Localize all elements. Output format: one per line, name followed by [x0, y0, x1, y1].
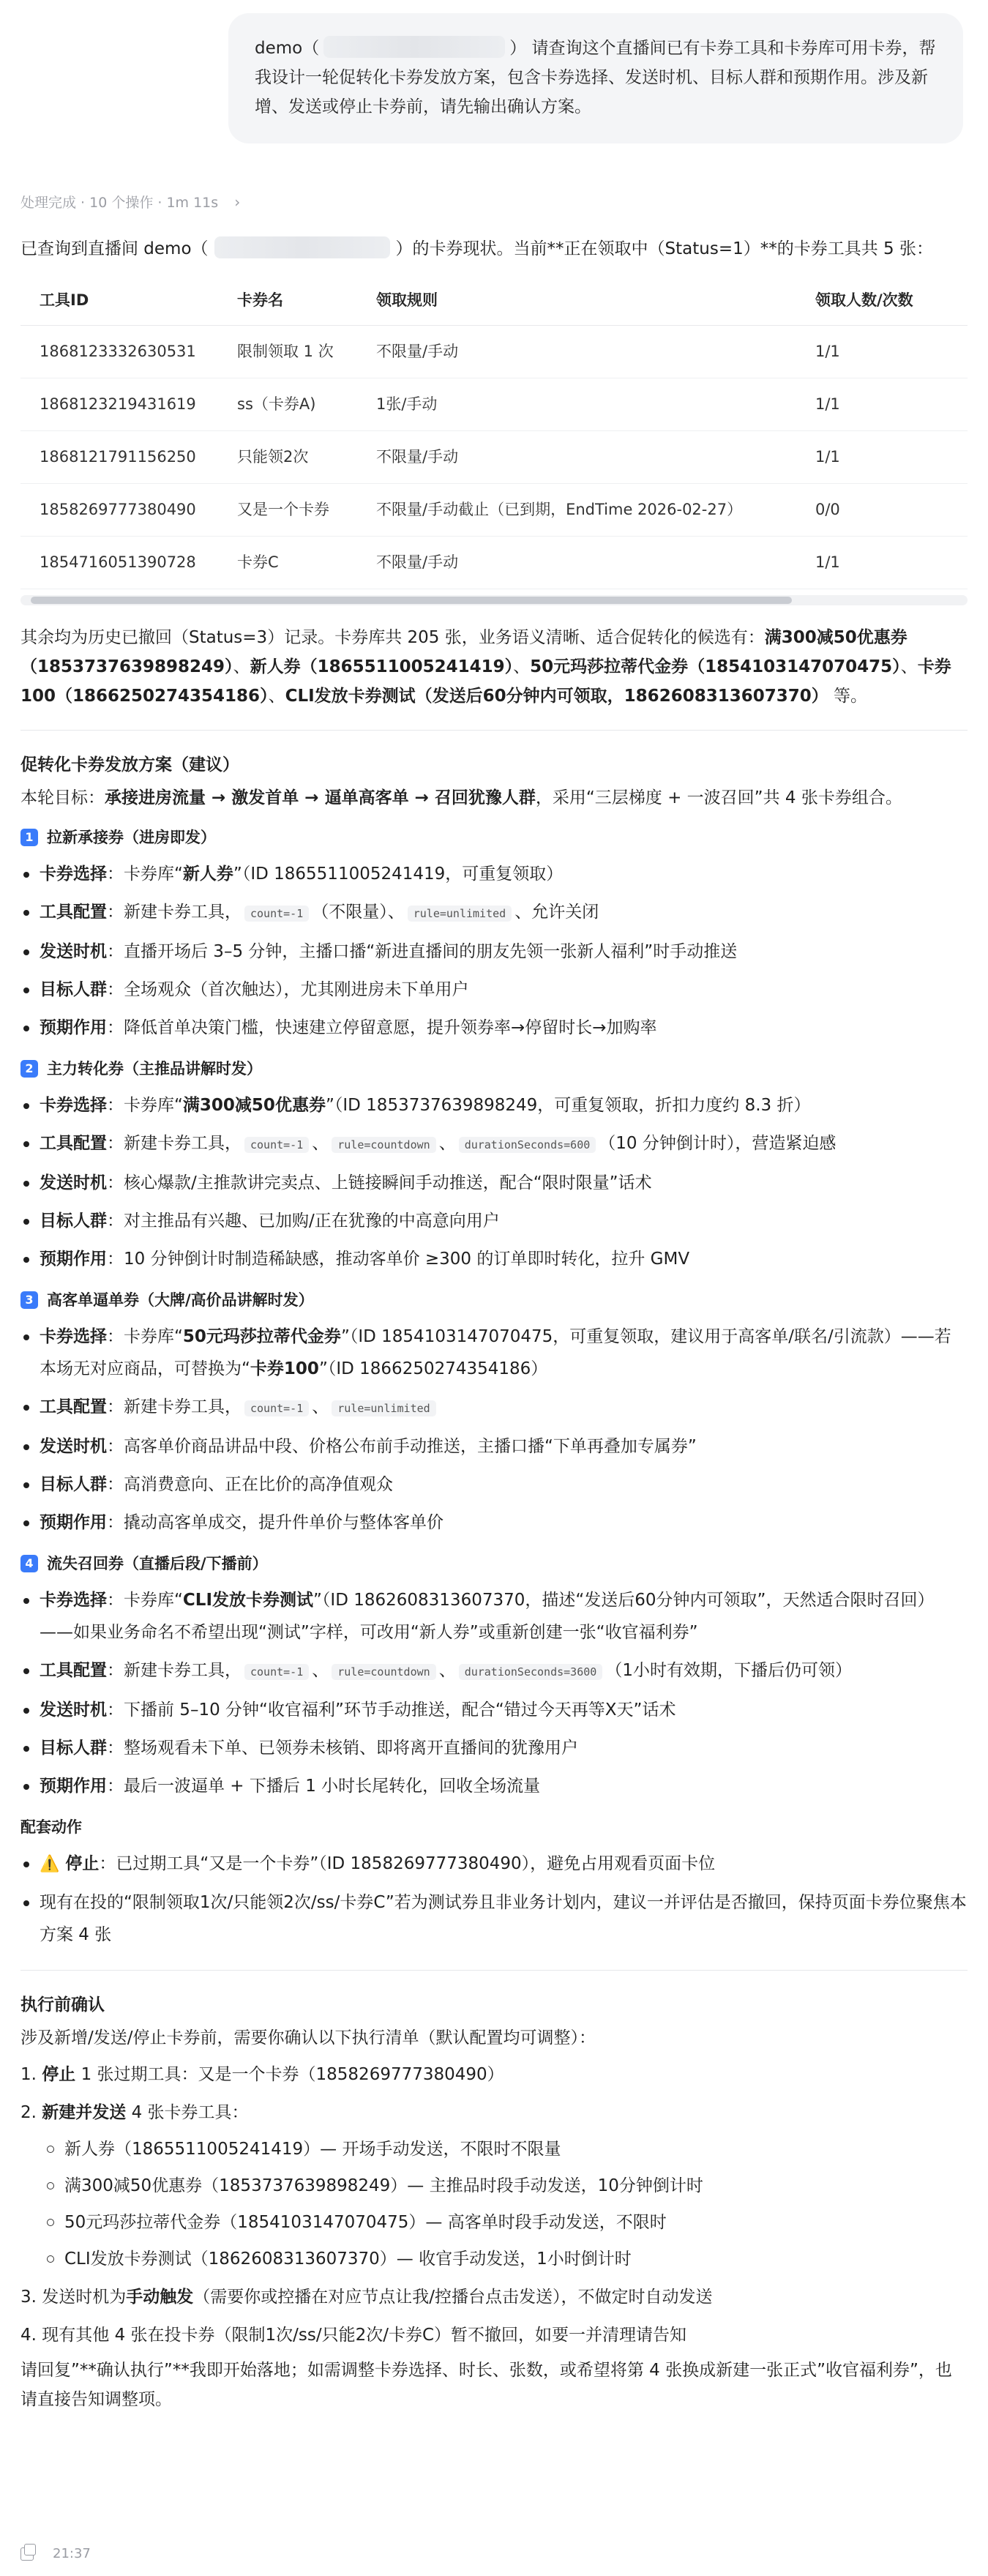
copy-icon[interactable] — [20, 2547, 34, 2561]
closing-text: 请回复”**确认执行”**我即开始落地；如需调整卡券选择、时长、张数，或希望将第 4 张换成新建一张正式”收官福利券”，也请直接告知调整项。 — [20, 2360, 952, 2409]
list-item: 目标人群：全场观众（首次触达），尤其刚进房未下单用户 — [20, 974, 968, 1006]
support-list — [20, 1848, 968, 1951]
process-status-text: 处理完成 · 10 个操作 · 1m 11s — [20, 195, 219, 211]
confirm-steps — [20, 2058, 968, 2351]
cell-tool-id: 1868121791156250 — [20, 430, 218, 483]
user-message-text: ） 请查询这个直播间已有卡券工具和卡券库可用卡券，帮我设计一轮促转化卡券发放方案，包含卡券选择、发送时机、目标人群和预期作用。涉及新增、发送或停止卡券前，请先输出确认方案。 — [255, 39, 936, 116]
list-item: 预期作用：撬动高客单成交，提升件单价与整体客单价 — [20, 1507, 968, 1539]
user-message-bubble — [228, 13, 963, 143]
code-snippet: durationSeconds=600 — [459, 1137, 596, 1153]
cell-coupon-name: 又是一个卡券 — [218, 483, 357, 536]
number-4-icon: 4 — [20, 1555, 38, 1572]
user-message-prefix: demo（ — [255, 39, 320, 58]
redacted-room-id — [323, 36, 505, 58]
plan-goal: 本轮目标：承接进房流量 → 激发首单 → 逼单高客单 → 召回犹豫人群，采用“三层梯度 + 一波召回”共 4 张卡券组合。 — [20, 788, 902, 807]
code-snippet: rule=countdown — [332, 1664, 435, 1680]
list-item: 预期作用：降低首单决策门槛，快速建立停留意愿，提升领券率→停留时长→加购率 — [20, 1012, 968, 1044]
list-item: 卡券选择：卡券库“CLI发放卡券测试”（ID 1862608313607370，描述“发送后60分钟内可领取”，天然适合限时召回）——如果业务命名不希望出现“测试”字样，可改用“新人券”或重新创建一张“收官福利券” — [20, 1584, 968, 1649]
list-item: 目标人群：对主推品有兴趣、已加购/正在犹豫的中高意向用户 — [20, 1205, 968, 1237]
cell-coupon-name: 卡券C — [218, 536, 357, 589]
process-status-toggle[interactable] — [20, 192, 240, 212]
cell-rule: 不限量/手动 — [357, 536, 796, 589]
table-row — [20, 430, 968, 483]
cell-rule: 不限量/手动 — [357, 430, 796, 483]
list-item: 卡券选择：卡券库“新人券”（ID 1865511005241419，可重复领取） — [20, 858, 968, 890]
cell-tool-id: 1858269777380490 — [20, 483, 218, 536]
cell-coupon-name: 限制领取 1 次 — [218, 325, 357, 378]
cell-rule: 1张/手动 — [357, 378, 796, 430]
plan-section-title: 1 拉新承接券（进房即发） — [20, 823, 968, 852]
plan-section-title: 4 流失召回券（直播后段/下播前） — [20, 1549, 968, 1578]
cell-tool-id: 1868123219431619 — [20, 378, 218, 430]
code-snippet: count=-1 — [244, 1400, 309, 1416]
table-row — [20, 378, 968, 430]
table-row — [20, 325, 968, 378]
cell-tool-id: 1854716051390728 — [20, 536, 218, 589]
list-item: 卡券选择：卡券库“满300减50优惠券”（ID 1853737639898249，可重复领取，折扣力度约 8.3 折） — [20, 1089, 968, 1121]
plan-section-list — [20, 858, 968, 1044]
list-item: 发送时机：直播开场后 3–5 分钟，主播口播“新进直播间的朋友先领一张新人福利”时手动推送 — [20, 936, 968, 968]
list-item: 4. 现有其他 4 张在投卡券（限制1次/ss/只能2次/卡券C）暂不撤回，如要一并清理请告知 — [20, 2325, 687, 2345]
plan-section-title: 2 主力转化券（主推品讲解时发） — [20, 1054, 968, 1083]
cell-tool-id: 1868123332630531 — [20, 325, 218, 378]
cell-rule: 不限量/手动截止（已到期，EndTime 2026-02-27） — [357, 483, 796, 536]
plan-title: 促转化卡券发放方案（建议） — [20, 755, 239, 774]
table-row — [20, 483, 968, 536]
table-header-row — [20, 275, 968, 325]
list-item: CLI发放卡券测试（1862608313607370）— 收官手动发送，1小时倒计时 — [45, 2243, 968, 2275]
code-snippet: count=-1 — [244, 1137, 309, 1153]
message-footer — [20, 2546, 91, 2561]
chevron-right-icon: › — [234, 193, 241, 211]
col-header: 领取规则 — [357, 275, 796, 325]
col-header: 工具ID — [20, 275, 218, 325]
cell-rule: 不限量/手动 — [357, 325, 796, 378]
list-item: 发送时机：核心爆款/主推款讲完卖点、上链接瞬间手动推送，配合“限时限量”话术 — [20, 1167, 968, 1199]
list-item: 工具配置：新建卡券工具， count=-1 （不限量）、 rule=unlimited 、允许关闭 — [20, 896, 968, 930]
list-item: 发送时机：下播前 5–10 分钟“收官福利”环节手动推送，配合“错过今天再等X天”话术 — [20, 1694, 968, 1726]
cell-count: 1/1 — [796, 430, 968, 483]
message-time: 21:37 — [53, 2546, 91, 2561]
divider — [20, 1970, 968, 1971]
cell-count: 1/1 — [796, 325, 968, 378]
confirm-intro: 涉及新增/发送/停止卡券前，需要你确认以下执行清单（默认配置均可调整）： — [20, 2028, 596, 2047]
list-item: 工具配置：新建卡券工具， count=-1 、 rule=unlimited — [20, 1391, 968, 1425]
list-item: 预期作用：最后一波逼单 + 下播后 1 小时长尾转化，回收全场流量 — [20, 1770, 968, 1802]
coupon-tool-table — [20, 275, 968, 589]
list-item: 1. 停止 1 张过期工具：又是一个卡券（1858269777380490） — [20, 2064, 504, 2084]
intro-text: 已查询到直播间 demo（ ）的卡券现状。当前**正在领取中（Status=1）**的卡券工具共 5 张： — [20, 234, 968, 264]
code-snippet: rule=unlimited — [332, 1400, 435, 1416]
number-3-icon: 3 — [20, 1291, 38, 1309]
confirm-title: 执行前确认 — [20, 1995, 105, 2015]
plan-section-title: 3 高客单逼单券（大牌/高价品讲解时发） — [20, 1285, 968, 1315]
plan-section-list — [20, 1321, 968, 1539]
warning-icon: ⚠️ — [40, 1854, 60, 1873]
code-snippet: count=-1 — [244, 906, 309, 922]
list-item: 2. 新建并发送 4 张卡券工具： 新人券（1865511005241419）— 开场手动发送，不限时不限量 满300减50优惠券（1853737639898249）— 主推品时段手动发送，10分钟倒计时 50元玛莎拉蒂代金券（1854103147070475）— 高客单时段手动发送，不限时 CLI发放卡券测试（1862608313607370）— 收官手动发送，1小时倒计时 — [20, 2097, 968, 2275]
list-item: 现有在投的“限制领取1次/只能领2次/ss/卡券C”若为测试券且非业务计划内，建议一并评估是否撤回，保持页面卡券位聚焦本方案 4 张 — [20, 1886, 968, 1951]
redacted-room-id — [214, 236, 390, 258]
assistant-response — [20, 234, 968, 2414]
list-item: 新人券（1865511005241419）— 开场手动发送，不限时不限量 — [45, 2133, 968, 2165]
list-item: 工具配置：新建卡券工具， count=-1 、 rule=countdown 、 durationSeconds=600 （10 分钟倒计时），营造紧迫感 — [20, 1127, 968, 1161]
list-item: 满300减50优惠券（1853737639898249）— 主推品时段手动发送，10分钟倒计时 — [45, 2170, 968, 2202]
code-snippet: durationSeconds=3600 — [459, 1664, 603, 1680]
cell-count: 1/1 — [796, 378, 968, 430]
list-item: 发送时机：高客单价商品讲品中段、价格公布前手动推送，主播口播“下单再叠加专属券” — [20, 1430, 968, 1463]
number-2-icon: 2 — [20, 1060, 38, 1078]
number-1-icon: 1 — [20, 829, 38, 846]
history-text: 其余均为历史已撤回（Status=3）记录。卡券库共 205 张，业务语义清晰、适合促转化的候选有：满300减50优惠券（1853737639898249）、新人券（1865511005241419）、50元玛莎拉蒂代金券（1854103147070475）、卡券100（1866250274354186）、CLI发放卡券测试（发送后60分钟内可领取，1862608313607370） 等。 — [20, 627, 951, 706]
col-header: 卡券名 — [218, 275, 357, 325]
cell-coupon-name: 只能领2次 — [218, 430, 357, 483]
col-header: 领取人数/次数 — [796, 275, 968, 325]
cell-count: 1/1 — [796, 536, 968, 589]
list-item: 卡券选择：卡券库“50元玛莎拉蒂代金券”（ID 1854103147070475，可重复领取，建议用于高客单/联名/引流款）——若本场无对应商品，可替换为“卡券100”（ID 1866250274354186） — [20, 1321, 968, 1385]
list-item: 目标人群：整场观看未下单、已领券未核销、即将离开直播间的犹豫用户 — [20, 1732, 968, 1764]
list-item: ⚠️ 停止：已过期工具“又是一个卡券”（ID 1858269777380490），避免占用观看页面卡位 — [20, 1848, 968, 1881]
list-item: 50元玛莎拉蒂代金券（1854103147070475）— 高客单时段手动发送，不限时 — [45, 2206, 968, 2239]
list-item: 3. 发送时机为手动触发（需要你或控播在对应节点让我/控播台点击发送），不做定时自动发送 — [20, 2287, 713, 2307]
divider — [20, 730, 968, 731]
list-item: 工具配置：新建卡券工具， count=-1 、 rule=countdown 、 durationSeconds=3600 （1小时有效期，下播后仍可领） — [20, 1654, 968, 1688]
code-snippet: rule=unlimited — [408, 906, 512, 922]
table-horizontal-scrollbar[interactable] — [20, 595, 968, 605]
support-title: 配套动作 — [20, 1818, 82, 1836]
cell-count: 0/0 — [796, 483, 968, 536]
code-snippet: count=-1 — [244, 1664, 309, 1680]
plan-section-list — [20, 1584, 968, 1802]
plan-section-list — [20, 1089, 968, 1275]
new-coupon-list — [45, 2133, 968, 2275]
scrollbar-thumb[interactable] — [31, 597, 792, 604]
list-item: 预期作用：10 分钟倒计时制造稀缺感，推动客单价 ≥300 的订单即时转化，拉升 GMV — [20, 1243, 968, 1275]
code-snippet: rule=countdown — [332, 1137, 435, 1153]
list-item: 目标人群：高消费意向、正在比价的高净值观众 — [20, 1468, 968, 1501]
table-row — [20, 536, 968, 589]
cell-coupon-name: ss（卡券A) — [218, 378, 357, 430]
